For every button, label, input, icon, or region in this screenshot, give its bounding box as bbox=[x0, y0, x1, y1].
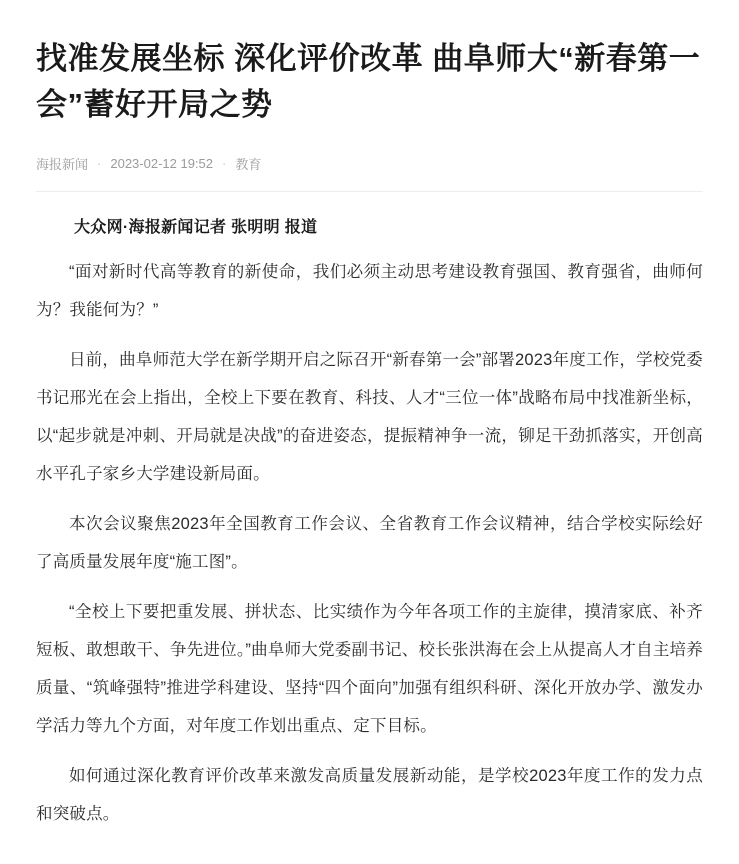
article-meta bbox=[36, 154, 703, 173]
article-paragraph: “全校上下要把重发展、拼状态、比实绩作为今年各项工作的主旋律，摸清家底、补齐短板、敢想敢干、争先进位。”曲阜师大党委副书记、校长张洪海在会上从提高人才自主培养质量、“筑峰强特”推进学科建设、坚持“四个面向”加强有组织科研、深化开放办学、激发办学活力等九个方面，对年度工作划出重点、定下目标。 bbox=[36, 603, 703, 735]
meta-separator-2: · bbox=[222, 156, 227, 171]
article-paragraph: 本次会议聚焦2023年全国教育工作会议、全省教育工作会议精神，结合学校实际绘好了高质量发展年度“施工图”。 bbox=[36, 515, 703, 571]
article-paragraph: 如何通过深化教育评价改革来激发高质量发展新动能，是学校2023年度工作的发力点和突破点。 bbox=[36, 767, 703, 823]
meta-category: 教育 bbox=[235, 157, 262, 172]
header-divider bbox=[36, 191, 703, 192]
article-byline: 大众网·海报新闻记者 张明明 报道 bbox=[74, 219, 318, 236]
meta-source: 海报新闻 bbox=[36, 157, 89, 172]
article-paragraph: 日前，曲阜师范大学在新学期开启之际召开“新春第一会”部署2023年度工作，学校党委书记邢光在会上指出，全校上下要在教育、科技、人才“三位一体”战略布局中找准新坐标，以“起步就是冲刺、开局就是决战”的奋进姿态，提振精神争一流，铆足干劲抓落实，开创高水平孔子家乡大学建设新局面。 bbox=[36, 351, 703, 483]
meta-separator-1: · bbox=[97, 156, 102, 171]
article-paragraph: “面对新时代高等教育的新使命，我们必须主动思考建设教育强国、教育强省，曲师何为？我能何为？” bbox=[36, 263, 703, 319]
page-title: 找准发展坐标 深化评价改革 曲阜师大“新春第一会”蓄好开局之势 bbox=[36, 41, 701, 122]
meta-timestamp: 2023-02-12 19:52 bbox=[110, 156, 214, 171]
article-body bbox=[36, 253, 703, 833]
